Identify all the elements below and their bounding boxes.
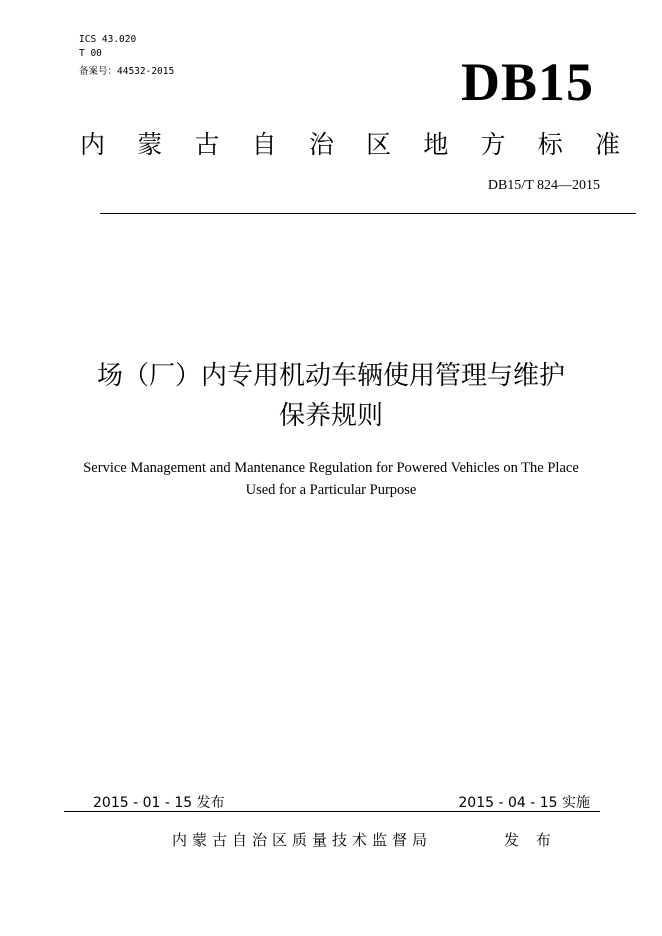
standard-type-heading — [80, 128, 620, 162]
top-divider — [100, 213, 636, 214]
title-en-line1: Service Management and Mantenance Regulation for Powered Vehicles on The Place — [83, 460, 579, 476]
standard-type-char: 区 — [366, 130, 392, 159]
title-cn-line1: 场（厂）内专用机动车辆使用管理与维护 — [96, 361, 565, 391]
standard-type-char: 治 — [308, 130, 334, 159]
standard-number: DB15/T 824—2015 — [487, 178, 600, 193]
ics-code: ICS 43.020 — [79, 34, 137, 45]
standard-type-char: 古 — [194, 130, 220, 159]
title-english — [40, 457, 622, 501]
title-en-line2: Used for a Particular Purpose — [245, 482, 417, 498]
title-chinese — [40, 356, 622, 436]
standard-type-char: 蒙 — [137, 130, 163, 159]
standard-type-char: 地 — [423, 130, 449, 159]
bottom-divider — [64, 811, 600, 812]
standard-type-char: 内 — [80, 130, 106, 159]
record-number: 备案号：44532-2015 — [79, 66, 175, 77]
standard-logo: DB15 — [460, 52, 594, 112]
effective-date: 2015 - 04 - 15 实施 — [458, 795, 590, 811]
title-cn-line2: 保养规则 — [278, 401, 383, 431]
standard-type-char: 自 — [251, 130, 277, 159]
publish-date: 2015 - 01 - 15 发布 — [93, 795, 225, 811]
standard-type-char: 准 — [594, 130, 620, 159]
standard-type-char: 方 — [480, 130, 506, 159]
issue-label: 发 布 — [504, 831, 557, 849]
classification-code: T 00 — [79, 48, 102, 59]
issuing-authority: 内蒙古自治区质量技术监督局 — [172, 831, 433, 849]
standard-type-char: 标 — [537, 130, 563, 159]
